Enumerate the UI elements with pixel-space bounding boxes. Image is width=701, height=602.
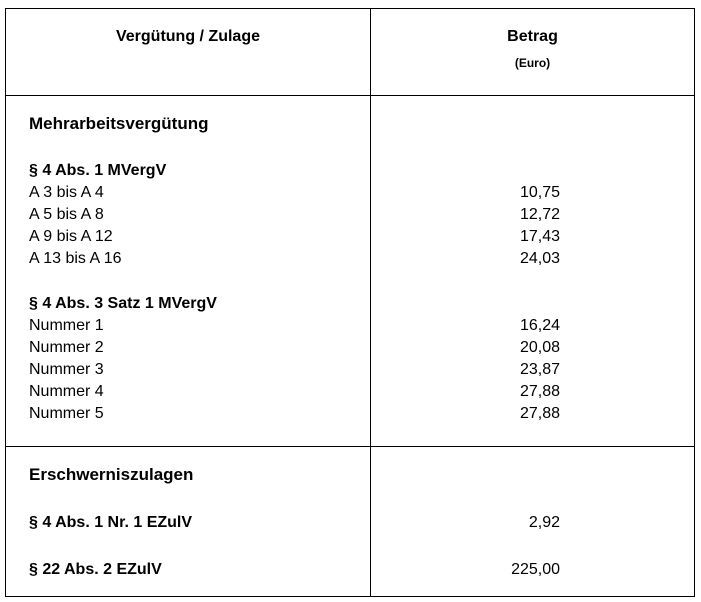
table-row-value: 225,00 — [511, 561, 560, 578]
allowance-table — [5, 8, 695, 597]
section-divider — [6, 446, 694, 447]
table-row-label: A 9 bis A 12 — [29, 228, 113, 245]
table-row-label: § 22 Abs. 2 EZulV — [29, 561, 162, 578]
header-col-amount-unit: (Euro) — [514, 56, 551, 70]
table-row-value: 20,08 — [519, 339, 560, 356]
group-title-mvergv-abs1: § 4 Abs. 1 MVergV — [29, 162, 167, 179]
header-col-allowance: Vergütung / Zulage — [115, 28, 260, 45]
header-col-amount: Betrag — [507, 28, 558, 45]
table-row-value: 2,92 — [528, 514, 560, 531]
table-row-label: Nummer 3 — [29, 361, 104, 378]
table-row-value: 12,72 — [519, 206, 560, 223]
table-row-label: Nummer 2 — [29, 339, 104, 356]
table-row-label: Nummer 4 — [29, 383, 104, 400]
table-row-value: 16,24 — [519, 317, 560, 334]
table-row-value: 23,87 — [519, 361, 560, 378]
table-row-label: A 5 bis A 8 — [29, 206, 104, 223]
table-row-value: 10,75 — [519, 184, 560, 201]
table-row-label: Nummer 5 — [29, 405, 104, 422]
table-row-label: Nummer 1 — [29, 317, 104, 334]
table-row-value: 27,88 — [519, 405, 560, 422]
table-row-label: A 13 bis A 16 — [29, 250, 122, 267]
table-row-label: A 3 bis A 4 — [29, 184, 104, 201]
table-row-value: 17,43 — [519, 228, 560, 245]
header-divider — [6, 95, 694, 96]
table-row-value: 24,03 — [519, 250, 560, 267]
section-title-mehrarbeit: Mehrarbeitsvergütung — [29, 114, 209, 133]
column-divider — [370, 9, 371, 596]
group-title-mvergv-abs3: § 4 Abs. 3 Satz 1 MVergV — [29, 295, 217, 312]
section-title-erschwerniszulagen: Erschwerniszulagen — [29, 465, 194, 484]
table-row-label: § 4 Abs. 1 Nr. 1 EZulV — [29, 514, 193, 531]
table-row-value: 27,88 — [519, 383, 560, 400]
